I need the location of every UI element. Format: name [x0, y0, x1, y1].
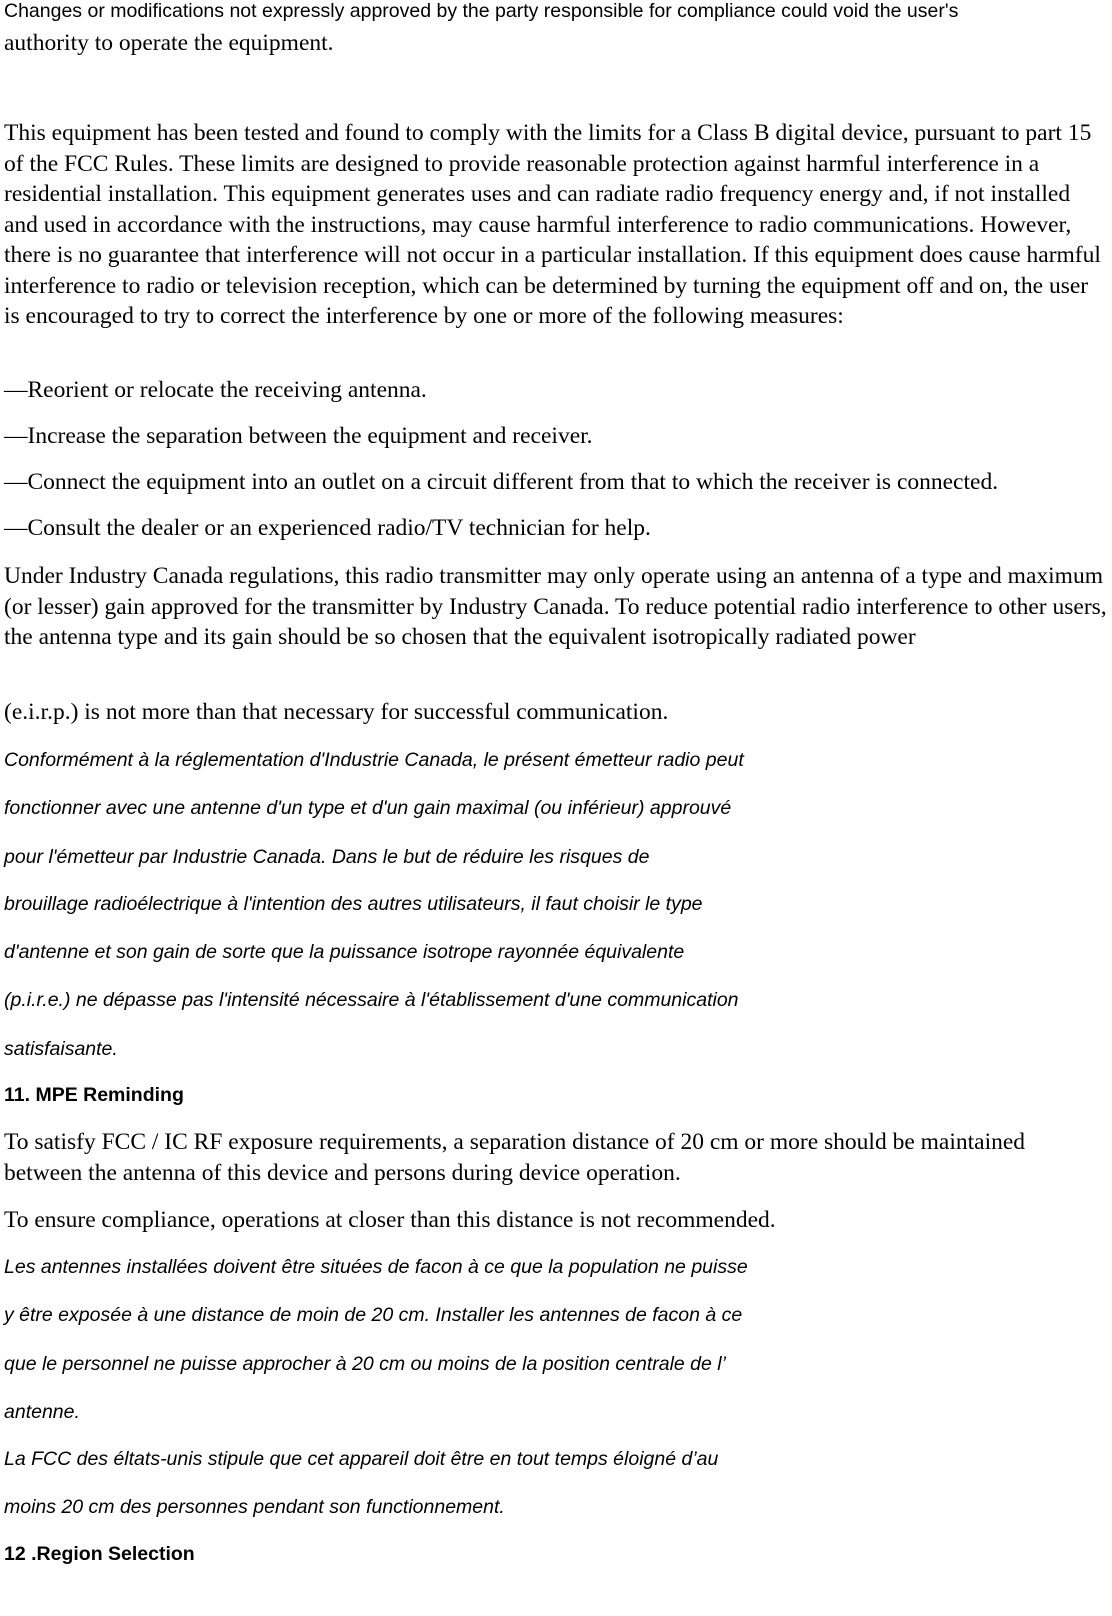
measure-3: —Connect the equipment into an outlet on a circuit different from that to which the receiver is connected. — [4, 469, 999, 495]
french-mpe-line-3: que le personnel ne puisse approcher à 20 cm ou moins de la position centrale de l’ — [4, 1353, 726, 1375]
french-mpe-line-4: antenne. — [4, 1401, 80, 1423]
french-mpe-line-1: Les antennes installées doivent être situées de facon à ce que la population ne puisse — [4, 1256, 748, 1278]
intro-line-2: authority to operate the equipment. — [4, 30, 334, 56]
mpe-heading: 11. MPE Reminding — [4, 1084, 184, 1106]
measure-4: —Consult the dealer or an experienced radio/TV technician for help. — [4, 515, 651, 541]
french-ic-line-7: satisfaisante. — [4, 1038, 118, 1060]
ic-paragraph: Under Industry Canada regulations, this radio transmitter may only operate using an antenna of a type and maximum (or lesser) gain approved for the transmitter by Industry Canada. To reduce potential radio interference to other users, the antenna type and its gain should be so chosen that the equivalent isotropically radiated power — [4, 563, 1107, 650]
french-ic-line-4: brouillage radioélectrique à l'intention des autres utilisateurs, il faut choisir le type — [4, 893, 703, 915]
fcc-paragraph: This equipment has been tested and found to comply with the limits for a Class B digital device, pursuant to part 15 of the FCC Rules. These limits are designed to provide reasonable protection against harmful interference in a residential installation. This equipment generates uses and can radiate radio frequency energy and, if not installed and used in accordance with the instructions, may cause harmful interference to radio communications. However, there is no guarantee that interference will not occur in a particular installation. If this equipment does cause harmful interference to radio or television reception, which can be determined by turning the equipment off and on, the user is encouraged to try to correct the interference by one or more of the following measures: — [4, 120, 1101, 329]
french-ic-line-6: (p.i.r.e.) ne dépasse pas l'intensité nécessaire à l'établissement d'une communication — [4, 989, 739, 1011]
french-ic-line-3: pour l'émetteur par Industrie Canada. Dans le but de réduire les risques de — [4, 846, 650, 868]
eirp-line: (e.i.r.p.) is not more than that necessary for successful communication. — [4, 699, 669, 725]
intro-line-1: Changes or modifications not expressly approved by the party responsible for compliance could void the user's — [4, 0, 959, 22]
measure-2: —Increase the separation between the equipment and receiver. — [4, 423, 593, 449]
mpe-paragraph: To satisfy FCC / IC RF exposure requirements, a separation distance of 20 cm or more should be maintained between the antenna of this device and persons during device operation. — [4, 1129, 1026, 1186]
region-heading: 12 .Region Selection — [4, 1543, 195, 1565]
french-ic-line-1: Conformément à la réglementation d'Industrie Canada, le présent émetteur radio peut — [4, 749, 744, 771]
french-mpe-line-6: moins 20 cm des personnes pendant son functionnement. — [4, 1496, 505, 1518]
french-ic-line-5: d'antenne et son gain de sorte que la puissance isotrope rayonnée équivalente — [4, 941, 685, 963]
french-mpe-line-2: y être exposée à une distance de moin de 20 cm. Installer les antennes de facon à ce — [4, 1304, 743, 1326]
mpe-compliance: To ensure compliance, operations at closer than this distance is not recommended. — [4, 1207, 776, 1233]
french-ic-line-2: fonctionner avec une antenne d'un type et d'un gain maximal (ou inférieur) approuvé — [4, 797, 732, 819]
french-mpe-line-5: La FCC des éltats-unis stipule que cet appareil doit être en tout temps éloigné d’au — [4, 1448, 719, 1470]
measure-1: —Reorient or relocate the receiving antenna. — [4, 377, 427, 403]
